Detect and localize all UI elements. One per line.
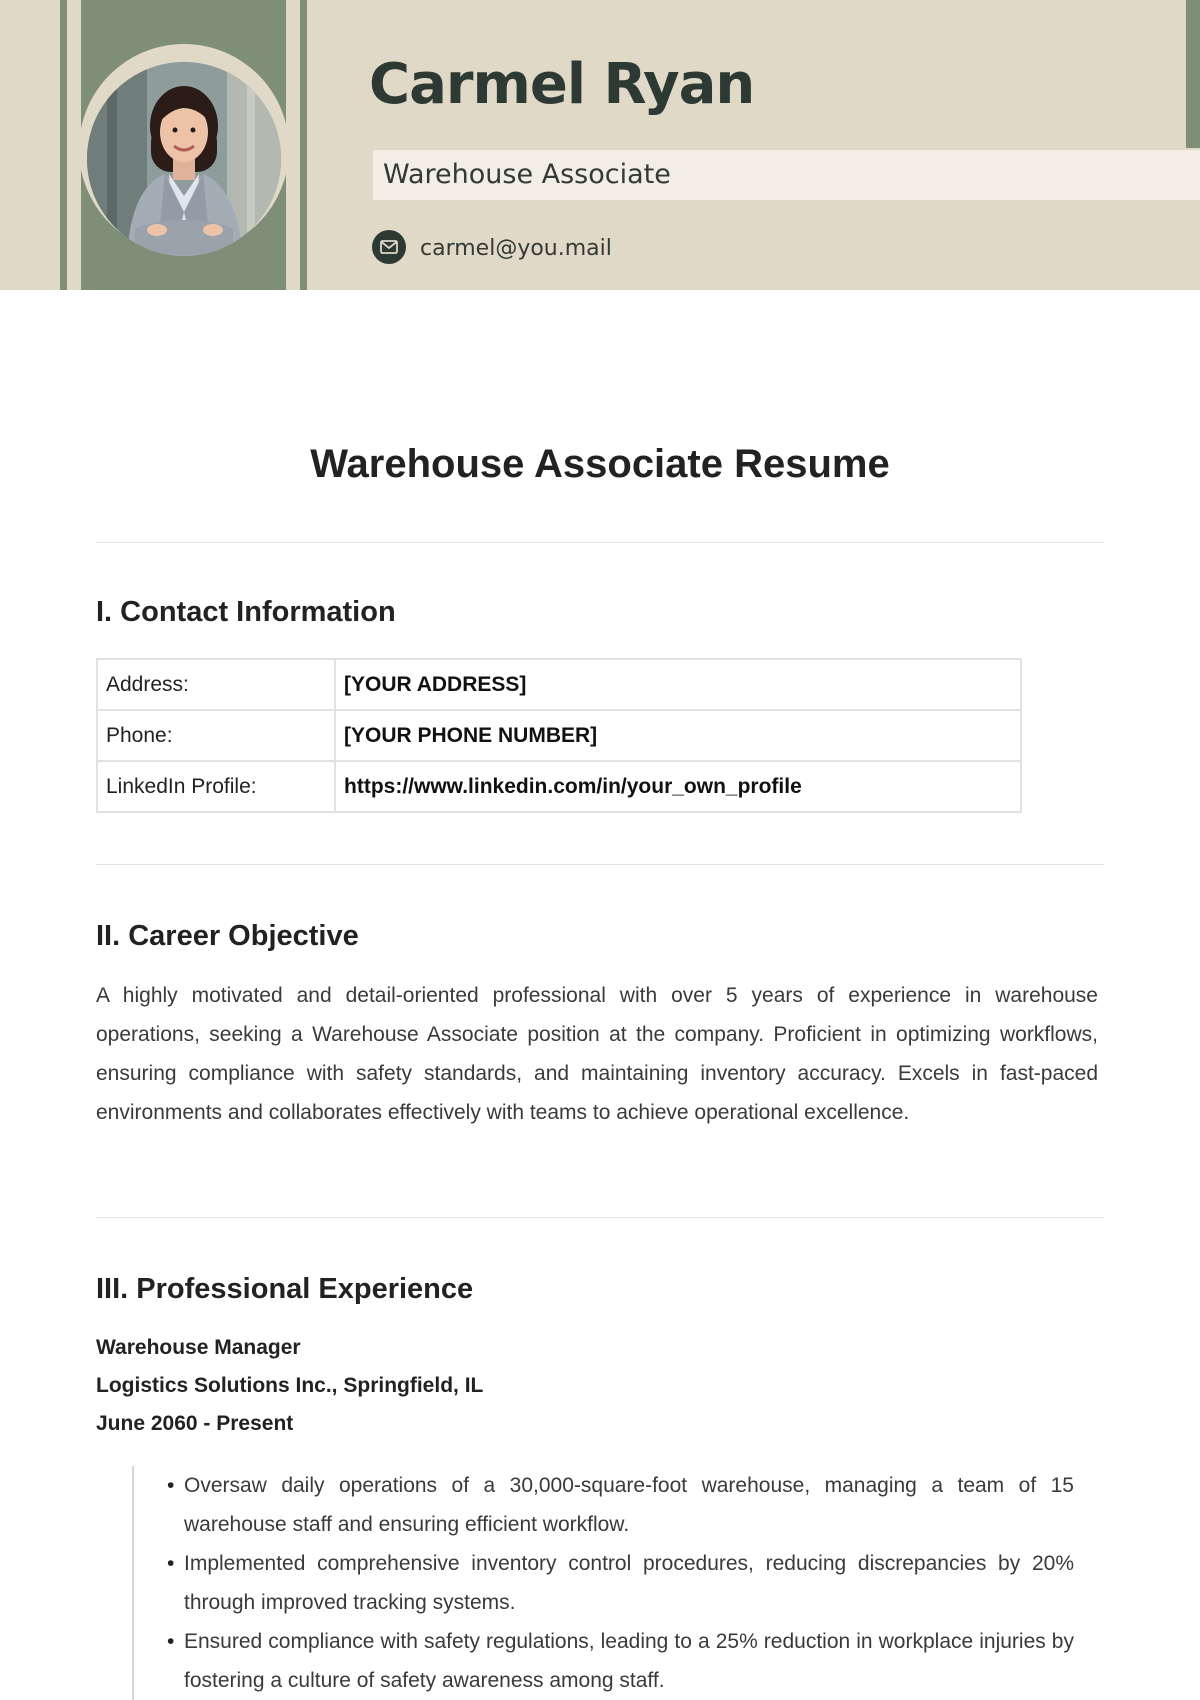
contact-table bbox=[96, 658, 1022, 813]
role-banner bbox=[373, 150, 1200, 200]
email-address[interactable]: carmel@you.mail bbox=[420, 236, 612, 261]
section-divider bbox=[96, 864, 1104, 865]
table-row bbox=[97, 659, 1021, 710]
bullet-list bbox=[134, 1466, 1074, 1700]
header-stripe-middle bbox=[300, 0, 307, 290]
contact-value: [YOUR ADDRESS] bbox=[335, 659, 1021, 710]
list-item: • Oversaw daily operations of a 30,000-square-foot warehouse, managing a team of 15 warehouse staff and ensuring efficient workflow. bbox=[184, 1466, 1074, 1544]
list-item: • Ensured compliance with safety regulations, leading to a 25% reduction in workplace injuries by fostering a culture of safety awareness among staff. bbox=[184, 1622, 1074, 1700]
contact-label: Address: bbox=[97, 659, 335, 710]
contact-value: [YOUR PHONE NUMBER] bbox=[335, 710, 1021, 761]
profile-photo bbox=[87, 62, 281, 256]
candidate-name: Carmel Ryan bbox=[369, 52, 755, 117]
job-company: Logistics Solutions Inc., Springfield, IL bbox=[96, 1374, 484, 1397]
contact-label: LinkedIn Profile: bbox=[97, 761, 335, 812]
list-item: • Implemented comprehensive inventory control procedures, reducing discrepancies by 20% through improved tracking systems. bbox=[184, 1544, 1074, 1622]
job-title: Warehouse Manager bbox=[96, 1336, 301, 1359]
linkedin-link[interactable]: https://www.linkedin.com/in/your_own_profile bbox=[335, 761, 1021, 812]
candidate-role: Warehouse Associate bbox=[383, 159, 671, 190]
section-divider bbox=[96, 1217, 1104, 1218]
objective-heading: II. Career Objective bbox=[96, 920, 359, 952]
objective-text: A highly motivated and detail-oriented professional with over 5 years of experience in warehouse operations, seeking a Warehouse Associate position at the company. Proficient in optimizing workflows, ensuring compliance with safety standards, and maintaining inventory accuracy. Excels in fast-paced environments and collaborates effectively with teams to achieve operational excellence. bbox=[96, 984, 1098, 1124]
table-row bbox=[97, 761, 1021, 812]
job-responsibilities bbox=[132, 1466, 1074, 1700]
resume-header bbox=[0, 0, 1200, 290]
contact-label: Phone: bbox=[97, 710, 335, 761]
experience-heading: III. Professional Experience bbox=[96, 1273, 474, 1305]
section-divider bbox=[96, 542, 1104, 543]
document-title: Warehouse Associate Resume bbox=[310, 442, 890, 486]
table-row bbox=[97, 710, 1021, 761]
contact-heading: I. Contact Information bbox=[96, 596, 396, 628]
header-stripe-right bbox=[1186, 0, 1200, 148]
header-stripe-left bbox=[60, 0, 67, 290]
job-dates: June 2060 - Present bbox=[96, 1412, 294, 1435]
mail-icon bbox=[372, 230, 406, 264]
